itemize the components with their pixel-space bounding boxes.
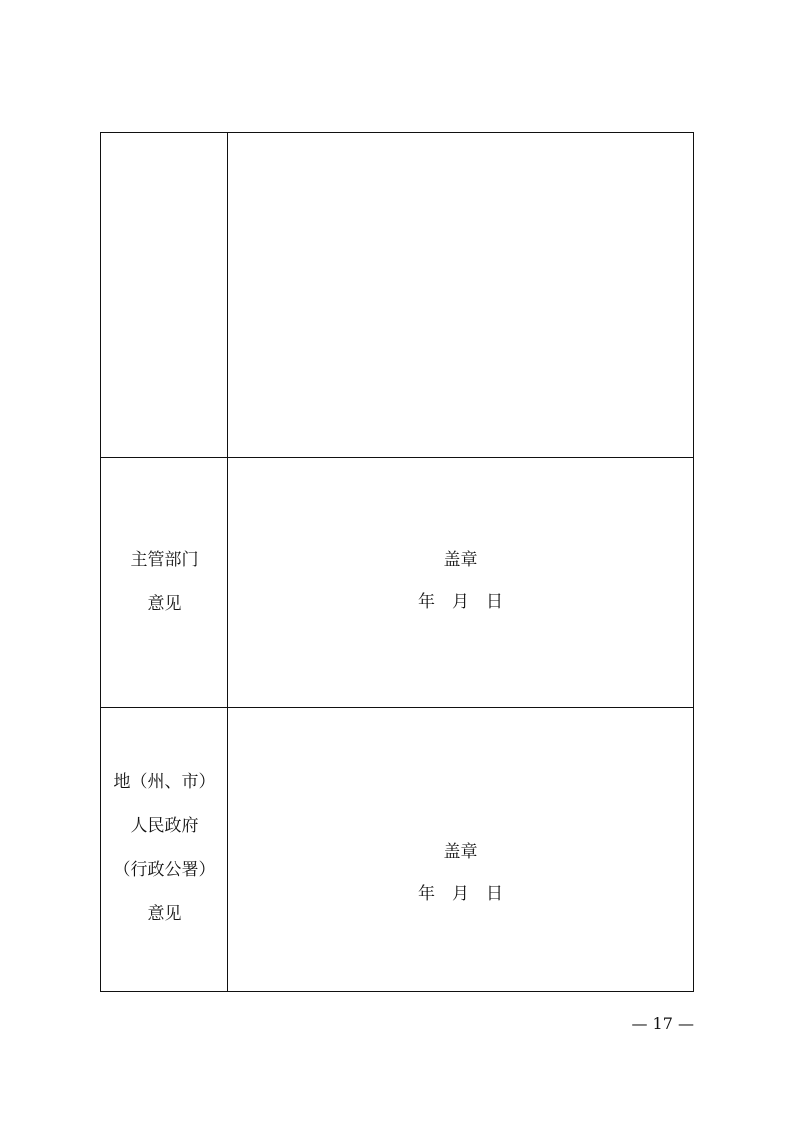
table-row-blank (101, 133, 693, 458)
table-row-department-opinion (101, 458, 693, 708)
date-line-government: 年 月 日 (418, 884, 503, 904)
department-label-line-1: 主管部门 (130, 550, 199, 570)
label-cell-blank (101, 133, 228, 457)
date-line-department: 年 月 日 (418, 592, 503, 612)
label-cell-government (101, 708, 228, 991)
content-cell-blank (228, 133, 693, 457)
approval-form-table (100, 132, 694, 992)
seal-label-department: 盖章 (443, 550, 478, 570)
content-cell-government (228, 708, 693, 991)
government-label-line-4: 意见 (147, 904, 182, 924)
label-cell-department (101, 458, 228, 707)
content-cell-department (228, 458, 693, 707)
government-label-line-1: 地（州、市） (113, 772, 216, 792)
page-number: — 17 — (631, 1014, 694, 1033)
department-label-line-2: 意见 (147, 594, 182, 614)
government-label-line-3: （行政公署） (113, 860, 216, 880)
seal-label-government: 盖章 (443, 842, 478, 862)
table-row-government-opinion (101, 708, 693, 991)
government-label-line-2: 人民政府 (130, 816, 199, 836)
